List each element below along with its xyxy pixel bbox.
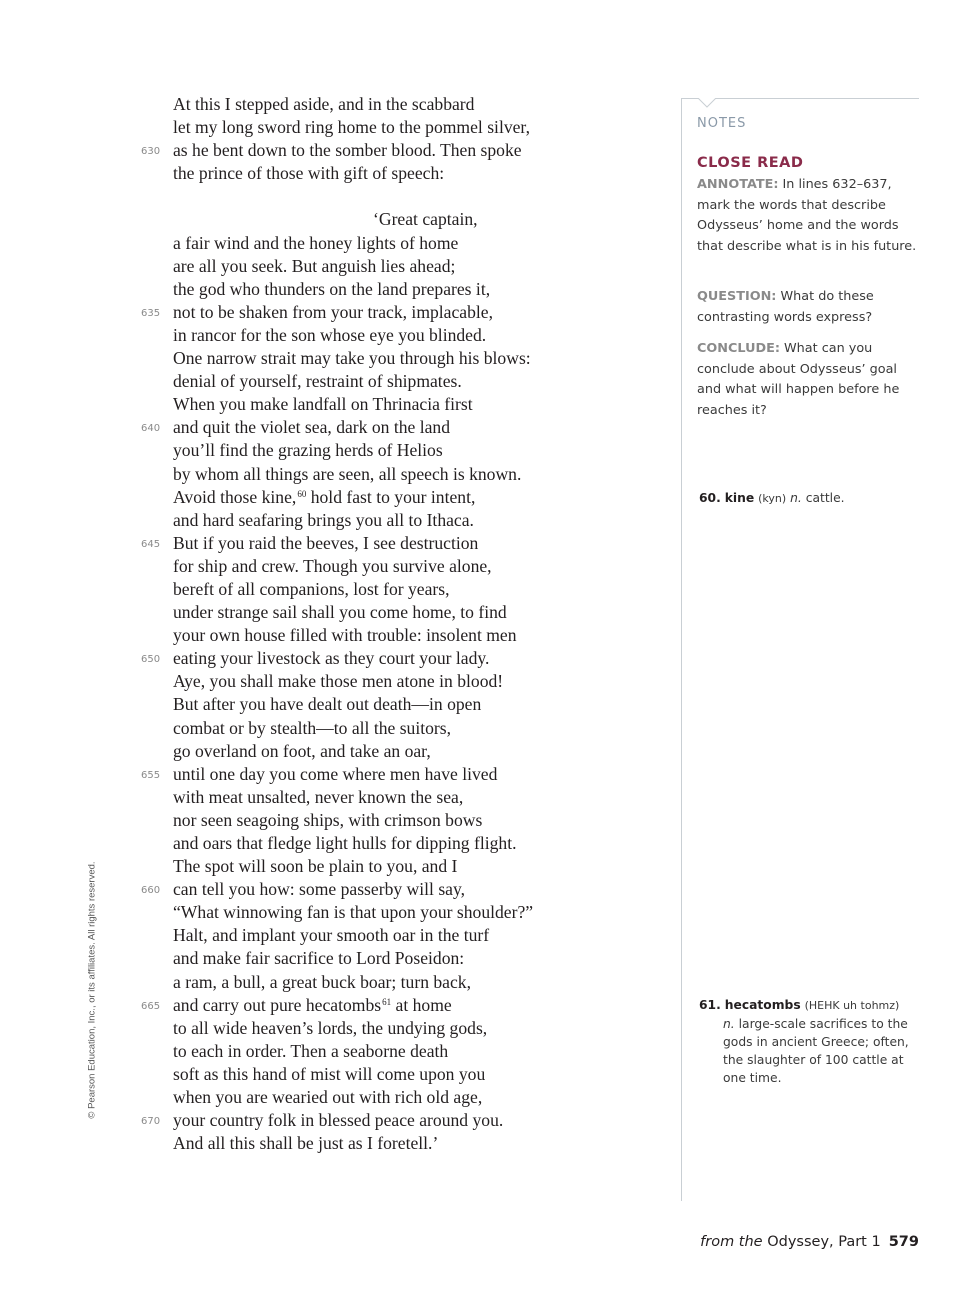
- line-number: 635: [141, 307, 161, 319]
- poem-line: [0, 486, 640, 509]
- notes-label: NOTES: [697, 116, 747, 131]
- line-text-main: and oars that fledge light hulls for dipping flight.: [173, 833, 517, 853]
- line-text: [173, 439, 443, 462]
- line-text-main: your country folk in blessed peace around you.: [173, 1110, 504, 1131]
- footer-from: from the: [700, 1234, 763, 1250]
- line-text: [173, 601, 507, 624]
- poem-line: [0, 278, 640, 301]
- footnote-term: hecatombs: [724, 998, 801, 1012]
- footnote-marker[interactable]: 61: [382, 996, 392, 1007]
- line-text: [173, 532, 478, 555]
- line-text-main: your own house filled with trouble: insolent men: [173, 625, 517, 646]
- line-text: [173, 647, 489, 670]
- line-number: 665: [141, 1000, 161, 1012]
- line-text-main: let my long sword ring home to the pommel silver,: [173, 117, 530, 138]
- line-text-main: by whom all things are seen, all speech is known.: [173, 463, 522, 484]
- poem-line: [0, 324, 640, 347]
- footnote-body: [699, 1015, 921, 1087]
- line-text: [173, 416, 450, 439]
- footnote-60: [699, 489, 921, 508]
- line-number: 650: [141, 654, 161, 666]
- question-prompt: [697, 287, 919, 328]
- running-footer: [700, 1234, 919, 1250]
- line-text-main: When you make landfall on Thrinacia first: [173, 394, 473, 415]
- line-text-main: a ram, a bull, a great buck boar; turn back,: [173, 971, 471, 992]
- line-text-main: The spot will soon be plain to you, and I: [173, 856, 458, 877]
- line-text: [173, 301, 493, 324]
- footnote-number: 60.: [699, 491, 721, 505]
- poem-line: [0, 393, 640, 416]
- line-text: [173, 463, 521, 486]
- annotate-prompt: [697, 175, 919, 257]
- line-text-main: One narrow strait may take you through his blows:: [173, 348, 531, 369]
- line-text: [173, 116, 530, 139]
- line-text-main: until one day you come where men have lived: [173, 763, 498, 784]
- line-text: [173, 924, 489, 947]
- line-text-main: to each in order. Then a seaborne death: [173, 1040, 449, 1061]
- line-text: [173, 1132, 438, 1155]
- footer-title: Odyssey, Part 1: [762, 1234, 881, 1250]
- line-text-main: Avoid those kine,: [173, 486, 297, 507]
- poem-line: [0, 786, 640, 809]
- line-text-main: soft as this hand of mist will come upon you: [173, 1063, 486, 1084]
- line-text: [173, 347, 531, 370]
- poem-line: [0, 578, 640, 601]
- line-text: [173, 693, 481, 716]
- line-number: 670: [141, 1116, 161, 1128]
- poem-line: [0, 740, 640, 763]
- close-read-heading: CLOSE READ: [697, 155, 804, 171]
- line-text: [173, 1063, 485, 1086]
- line-text: [173, 947, 464, 970]
- line-text-main: the prince of those with gift of speech:: [173, 163, 445, 184]
- line-text: [173, 1040, 448, 1063]
- notes-divider: [681, 98, 682, 1201]
- line-text-main: and quit the violet sea, dark on the land: [173, 417, 451, 438]
- question-label: QUESTION:: [697, 289, 777, 304]
- line-number: 640: [141, 423, 161, 435]
- footnote-part-of-speech: n.: [790, 491, 802, 505]
- poem-line: [0, 809, 640, 832]
- poem-line: [0, 647, 640, 670]
- footnote-term: kine: [724, 491, 755, 505]
- stanza-break: [0, 185, 640, 208]
- line-text-main: in rancor for the son whose eye you blinded.: [173, 324, 487, 345]
- line-text-main: Aye, you shall make those men atone in blood!: [173, 671, 504, 692]
- line-text: [173, 786, 463, 809]
- footnote-pronunciation: (kyn): [758, 492, 787, 505]
- poem-line: [0, 717, 640, 740]
- line-text-main: And all this shall be just as I foretell.’: [173, 1133, 439, 1154]
- line-text: [173, 393, 473, 416]
- line-text-main: and hard seafaring brings you all to Ithaca.: [173, 509, 474, 530]
- poem-line: [0, 624, 640, 647]
- line-text-main: with meat unsalted, never known the sea,: [173, 786, 464, 807]
- poem-line: [0, 601, 640, 624]
- poem-line: [0, 232, 640, 255]
- poem-line: [0, 162, 640, 185]
- line-text-continued: hold fast to your intent,: [306, 486, 476, 507]
- line-number: 660: [141, 885, 161, 897]
- poem-line: [0, 463, 640, 486]
- line-text-main: a fair wind and the honey lights of home: [173, 232, 459, 253]
- line-text: [173, 717, 451, 740]
- poem-line: [0, 832, 640, 855]
- poem-line: [0, 763, 640, 786]
- question-text: What do these contrasting words express?: [697, 289, 874, 325]
- line-text-main: But if you raid the beeves, I see destruction: [173, 532, 479, 553]
- poem-line: [0, 139, 640, 162]
- poem-line: [0, 1132, 640, 1155]
- footnote-61: [699, 996, 921, 1087]
- line-text-main: for ship and crew. Though you survive alone,: [173, 555, 492, 576]
- line-text-main: bereft of all companions, lost for years,: [173, 578, 450, 599]
- line-text-main: “What winnowing fan is that upon your shoulder?”: [173, 902, 534, 923]
- line-text: [173, 370, 462, 393]
- line-text: [173, 855, 457, 878]
- line-text-main: combat or by stealth—to all the suitors,: [173, 717, 452, 738]
- line-text-main: to all wide heaven’s lords, the undying gods,: [173, 1017, 488, 1038]
- line-text: [173, 763, 497, 786]
- line-text: [173, 555, 492, 578]
- line-text-main: denial of yourself, restraint of shipmates.: [173, 371, 462, 392]
- line-text: [173, 809, 482, 832]
- line-text: [173, 509, 474, 532]
- poem-line: [0, 93, 640, 116]
- conclude-prompt: [697, 339, 919, 421]
- line-text: [173, 901, 533, 924]
- line-text: [173, 878, 465, 901]
- poem-line: [0, 416, 640, 439]
- line-text-main: are all you seek. But anguish lies ahead;: [173, 255, 456, 276]
- line-text-main: when you are wearied out with rich old age,: [173, 1087, 483, 1108]
- line-number: 630: [141, 146, 161, 158]
- conclude-text: What can you conclude about Odysseus’ goal and what will happen before he reaches it?: [697, 341, 900, 418]
- line-text-main: not to be shaken from your track, implacable,: [173, 301, 494, 322]
- line-text-main: as he bent down to the somber blood. Then spoke: [173, 140, 522, 161]
- poem-line: [0, 509, 640, 532]
- line-text: [173, 740, 431, 763]
- line-text-main: the god who thunders on the land prepares it,: [173, 278, 491, 299]
- line-text: [173, 93, 474, 116]
- footnote-part-of-speech: n.: [723, 1017, 735, 1031]
- line-text: [173, 255, 455, 278]
- line-text: [173, 832, 517, 855]
- line-number: 645: [141, 538, 161, 550]
- poem-line: [0, 439, 640, 462]
- line-text: [173, 278, 490, 301]
- poem-line: [0, 370, 640, 393]
- line-text-main: and carry out pure hecatombs: [173, 994, 382, 1015]
- page-number: 579: [888, 1234, 919, 1250]
- poem-line: [0, 208, 640, 231]
- line-text-main: But after you have dealt out death—in open: [173, 694, 482, 715]
- footnote-definition: large-scale sacrifices to the gods in ancient Greece; often, the slaughter of 100 cattle at one time.: [723, 1017, 909, 1085]
- notes-tab-icon: [697, 98, 717, 110]
- poem-line: [0, 301, 640, 324]
- poem-line: [0, 555, 640, 578]
- line-text: [373, 208, 478, 231]
- annotate-text: In lines 632–637, mark the words that describe Odysseus’ home and the words that describe what is in his future.: [697, 177, 917, 254]
- line-text: [173, 162, 444, 185]
- poem-line: [0, 347, 640, 370]
- line-text: [173, 1109, 503, 1132]
- poem-line: [0, 255, 640, 278]
- line-text-main: ‘Great captain,: [373, 209, 478, 230]
- line-text: [173, 139, 522, 162]
- poem-line: [0, 116, 640, 139]
- line-text-main: go overland on foot, and take an oar,: [173, 740, 431, 761]
- line-text: [173, 971, 471, 994]
- line-text-main: At this I stepped aside, and in the scabbard: [173, 94, 475, 114]
- line-text-main: Halt, and implant your smooth oar in the turf: [173, 925, 490, 946]
- line-text-main: nor seen seagoing ships, with crimson bows: [173, 809, 483, 830]
- line-text: [173, 578, 450, 601]
- line-text-main: and make fair sacrifice to Lord Poseidon:: [173, 948, 465, 969]
- line-text: [173, 232, 458, 255]
- conclude-label: CONCLUDE:: [697, 341, 780, 356]
- line-text-main: can tell you how: some passerby will say,: [173, 879, 466, 900]
- line-text: [173, 1086, 482, 1109]
- poem-line: [0, 532, 640, 555]
- line-text: [173, 1017, 487, 1040]
- footnote-pronunciation: (HEHK uh tohmz): [804, 999, 900, 1012]
- poem-line: [0, 670, 640, 693]
- footnote-marker[interactable]: 60: [297, 488, 307, 499]
- line-text: [173, 324, 486, 347]
- line-text-main: you’ll find the grazing herds of Helios: [173, 440, 443, 461]
- line-number: 655: [141, 769, 161, 781]
- line-text-main: eating your livestock as they court your lady.: [173, 648, 490, 669]
- footnote-definition: cattle.: [801, 491, 845, 505]
- line-text: [173, 624, 517, 647]
- footnote-number: 61.: [699, 998, 721, 1012]
- line-text-continued: at home: [391, 994, 452, 1015]
- annotate-label: ANNOTATE:: [697, 177, 779, 192]
- copyright-notice: © Pearson Education, Inc., or its affiliates. All rights reserved.: [86, 861, 98, 1119]
- line-text-main: under strange sail shall you come home, to find: [173, 602, 507, 623]
- line-text: [173, 670, 503, 693]
- poem-line: [0, 693, 640, 716]
